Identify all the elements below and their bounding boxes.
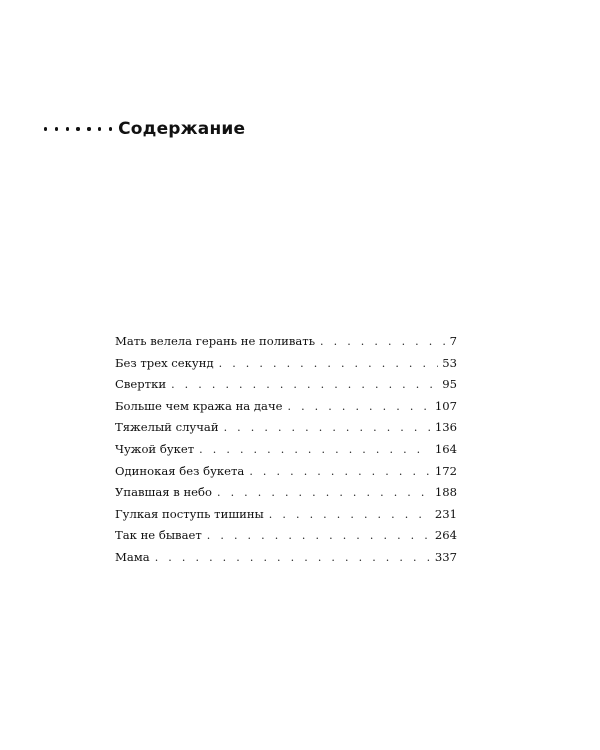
dot-leader [219, 353, 439, 375]
dot-ornament-icon [98, 127, 101, 130]
dot-ornament-icon [66, 127, 69, 130]
toc-entry[interactable] [115, 439, 457, 461]
toc-entry-title: Мама [115, 549, 150, 564]
toc-entry-page: 164 [434, 441, 457, 456]
toc-entry-page: 95 [442, 377, 457, 392]
toc-entry-page: 337 [434, 549, 457, 564]
toc-entry-title: Упавшая в небо [115, 485, 212, 500]
dot-ornament-icon [87, 127, 90, 130]
toc-entry[interactable] [115, 331, 457, 353]
dot-leader [269, 504, 431, 526]
dot-ornament-icon [109, 127, 112, 130]
toc-entry-title: Мать велела герань не поливать [115, 334, 316, 348]
toc-entry-title: Свертки [115, 377, 167, 392]
toc-entry-page: 231 [434, 506, 457, 521]
toc-entry-page: 107 [434, 398, 457, 413]
dot-leader [171, 374, 438, 396]
dot-leader [155, 547, 431, 569]
toc-entry[interactable] [115, 504, 457, 526]
contents-heading [44, 116, 245, 142]
toc-entry[interactable] [115, 482, 457, 504]
dot-leader [207, 525, 431, 547]
toc-entry-page: 264 [434, 528, 457, 543]
toc-entry-title: Одинокая без букета [115, 463, 245, 478]
toc-entry[interactable] [115, 353, 457, 375]
toc-entry-page: 136 [434, 420, 457, 435]
dot-leader [249, 461, 431, 483]
dot-ornament-icon [76, 127, 79, 130]
toc-entry-page: 172 [434, 463, 457, 478]
toc-entry-title: Больше чем кража на даче [115, 398, 283, 413]
toc-entry-title: Гулкая поступь тишины [115, 506, 264, 521]
toc-entry[interactable] [115, 525, 457, 547]
dot-ornament-icon [55, 127, 58, 130]
dot-ornament-icon [44, 127, 47, 130]
toc-entry-page: 53 [442, 355, 457, 370]
dot-leader [224, 417, 431, 439]
dot-leader [199, 439, 431, 461]
toc-entry[interactable] [115, 461, 457, 483]
dot-leader [217, 482, 431, 504]
dot-leader [320, 331, 446, 353]
page-title: Содержание [118, 119, 246, 139]
toc-entry-page: 188 [434, 485, 457, 500]
dot-leader [287, 396, 430, 418]
toc-entry[interactable] [115, 396, 457, 418]
toc-entry-title: Без трех секунд [115, 355, 214, 370]
toc-entry[interactable] [115, 417, 457, 439]
heading-dots-ornament [44, 127, 112, 130]
toc-entry-title: Чужой букет [115, 441, 195, 456]
toc-entry-title: Тяжелый случай [115, 420, 219, 435]
toc-entry-title: Так не бывает [115, 528, 202, 543]
toc-entry-page: 7 [449, 334, 457, 348]
toc-entry[interactable] [115, 374, 457, 396]
toc-entry[interactable] [115, 547, 457, 569]
table-of-contents [115, 331, 457, 569]
